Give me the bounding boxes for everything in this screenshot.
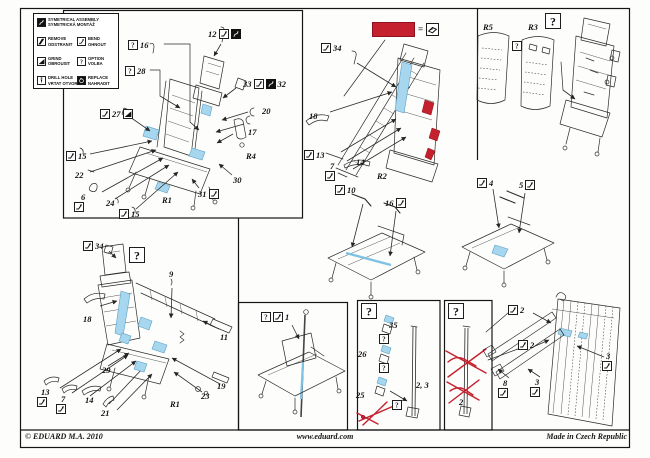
part-callout [201, 392, 210, 401]
part-number: 10 [347, 184, 356, 195]
svg-text:?: ? [382, 365, 386, 372]
part-callout [606, 352, 610, 361]
part-callout [448, 303, 464, 319]
legend-label-en: REPLACE [88, 75, 109, 81]
legend-label-en: SYMETRICAL ASSEMBLY [48, 17, 100, 22]
grind-icon [37, 57, 46, 66]
part-callout [119, 209, 140, 219]
part-callout [389, 321, 398, 330]
part-number: 4 [489, 177, 494, 188]
bend-icon [602, 361, 612, 371]
part-callout [56, 404, 66, 414]
part-callout [261, 312, 289, 322]
option-icon [379, 334, 389, 344]
part-callout [508, 305, 524, 315]
part-number: 35 [389, 320, 398, 330]
option-icon [128, 40, 138, 50]
svg-text:?: ? [366, 304, 372, 318]
part-callout [66, 151, 87, 161]
legend-label-cz: OBROUSIT [48, 61, 71, 67]
part-callout [512, 41, 522, 51]
bend-icon [335, 185, 345, 195]
legend-label-en: BEND [88, 36, 100, 42]
part-callout [100, 109, 133, 119]
part-callout [37, 397, 47, 407]
part-number: 32 [277, 78, 286, 89]
svg-text:?: ? [134, 248, 140, 262]
part-number: 16 [140, 39, 149, 50]
footer-website: www.eduard.com [296, 432, 354, 441]
bend-icon [477, 178, 487, 188]
part-number: R4 [246, 151, 256, 161]
legend-label-en: GRIND [48, 55, 62, 61]
bend-icon [83, 241, 93, 251]
part-number: R1 [162, 195, 172, 205]
option-icon [125, 66, 135, 76]
part-number: 7 [330, 161, 335, 171]
legend-label-en: REMOVE [48, 36, 67, 42]
part-number: 34 [95, 240, 104, 251]
part-callout [530, 387, 540, 397]
svg-text:?: ? [264, 314, 268, 321]
part-callout [129, 247, 145, 263]
option-icon [379, 363, 389, 373]
option-icon [361, 303, 377, 319]
part-number: 19 [217, 381, 226, 391]
part-number: 16 [385, 197, 394, 208]
part-number: 8 [503, 378, 508, 388]
footer-copyright: © EDUARD M.A. 2010 [25, 432, 103, 441]
part-callout [83, 315, 92, 324]
part-callout [602, 361, 612, 371]
part-callout [385, 198, 406, 208]
part-callout [361, 303, 377, 319]
part-callout [125, 66, 146, 76]
option-icon [448, 303, 464, 319]
part-callout [519, 180, 535, 190]
part-number: 17 [248, 127, 257, 137]
part-callout [545, 13, 561, 29]
bend-icon [396, 198, 406, 208]
bend-icon [74, 202, 84, 212]
part-number: 13 [316, 149, 325, 160]
part-callout [330, 162, 334, 171]
part-callout [83, 241, 104, 251]
svg-text:?: ? [395, 402, 399, 409]
legend-box [33, 13, 119, 89]
part-callout [503, 379, 507, 388]
bend-icon [325, 171, 335, 181]
part-number: 23 [201, 391, 210, 401]
part-callout [416, 381, 429, 390]
part-number: 25 [356, 390, 365, 400]
pe-part-icon [426, 23, 439, 36]
pe-color-legend [372, 22, 439, 37]
legend-label-cz: VOLBA [88, 61, 103, 67]
part-number: 11 [220, 332, 229, 342]
part-callout [220, 333, 228, 342]
svg-text:?: ? [550, 14, 556, 28]
part-callout [459, 398, 463, 407]
svg-text:?: ? [382, 336, 386, 343]
part-number: R1 [170, 399, 180, 409]
part-number: 30 [233, 175, 242, 185]
part-callout [101, 409, 110, 418]
part-number: 18 [309, 111, 318, 121]
part-number: 5 [519, 179, 524, 190]
option-icon [392, 400, 402, 410]
part-number: 18 [83, 314, 92, 324]
legend-label-en: DRILL HOLE [48, 75, 74, 81]
option-icon [129, 247, 145, 263]
part-callout [309, 112, 318, 121]
svg-text:?: ? [128, 68, 132, 75]
legend-item [37, 75, 78, 86]
symmetry-icon [37, 18, 46, 27]
part-number: 2 [459, 397, 464, 407]
part-callout [170, 400, 180, 409]
part-callout [358, 350, 367, 359]
bend-icon [321, 43, 331, 53]
red-part-swatch [372, 22, 415, 37]
legend-label-cz: OHNOUT [88, 41, 107, 47]
part-callout [162, 196, 172, 205]
bend-icon [530, 387, 540, 397]
bend-icon [304, 150, 314, 160]
legend-item [37, 17, 115, 28]
part-number: 31 [198, 188, 207, 199]
part-callout [535, 378, 539, 387]
part-number: 20 [262, 106, 271, 116]
bend-icon [498, 388, 508, 398]
drill-icon [37, 76, 46, 85]
bend-icon [119, 209, 129, 219]
part-callout [128, 40, 149, 50]
part-number: 2 [520, 304, 525, 315]
part-callout [377, 172, 387, 181]
part-callout [41, 388, 50, 397]
part-callout [379, 334, 389, 344]
part-callout [85, 396, 94, 405]
part-number: R3 [528, 22, 538, 32]
part-number: 7 [61, 394, 66, 404]
legend-item [77, 36, 115, 47]
part-callout [262, 107, 271, 116]
bend-icon [56, 404, 66, 414]
bend-icon [508, 305, 518, 315]
bend-icon [525, 180, 535, 190]
part-number: 27 [112, 108, 121, 119]
part-number: 12 [208, 28, 217, 39]
part-callout [75, 171, 84, 180]
part-callout [248, 128, 257, 137]
part-callout [246, 152, 256, 161]
legend-label-cz: ODSTRANIT [48, 41, 73, 47]
part-number: 3 [606, 351, 611, 361]
part-callout [243, 79, 286, 89]
option-icon [545, 13, 561, 29]
part-number: 15 [78, 150, 87, 161]
legend-item [37, 36, 75, 47]
bend-icon [209, 189, 219, 199]
part-callout [233, 176, 242, 185]
grind-icon [123, 109, 133, 119]
symmetry-icon [266, 79, 276, 89]
bend-icon [100, 109, 110, 119]
part-number: 2 [530, 339, 535, 350]
legend-label-cz: VRTAT OTVOR [48, 80, 78, 86]
bend-icon [273, 312, 283, 322]
part-number: 26 [358, 349, 367, 359]
part-callout [356, 158, 365, 167]
part-number: 28 [137, 65, 146, 76]
bend-icon [518, 340, 528, 350]
part-number: R2 [377, 171, 387, 181]
part-callout [392, 400, 402, 410]
part-callout [335, 185, 356, 195]
part-callout [356, 391, 365, 400]
legend-label-en: OPTION [88, 55, 105, 61]
part-number: R5 [483, 22, 493, 32]
part-number: 15 [131, 208, 140, 219]
part-callout [477, 178, 493, 188]
part-number: 29 [102, 365, 111, 375]
part-number: 1 [285, 311, 290, 322]
legend-item [77, 56, 115, 67]
bend-icon [219, 29, 229, 39]
bend-icon [254, 79, 264, 89]
part-callout [217, 382, 226, 391]
bend-icon [66, 151, 76, 161]
symmetry-icon [231, 29, 241, 39]
part-number: 3 [535, 377, 540, 387]
legend-item [77, 75, 115, 86]
part-callout [106, 199, 115, 208]
option-icon [261, 312, 271, 322]
option-icon [77, 57, 86, 66]
legend-label-cz: NAHRADIT [88, 80, 110, 86]
part-number: 21 [101, 408, 110, 418]
part-number: 9 [169, 269, 174, 279]
part-number: 6 [81, 192, 86, 202]
part-callout [528, 23, 538, 32]
svg-text:?: ? [453, 304, 459, 318]
svg-text:?: ? [131, 42, 135, 49]
part-callout [321, 43, 342, 53]
part-callout [325, 171, 335, 181]
option-icon [512, 41, 522, 51]
legend-label-cz: SYMETRICKÁ MONTÁŽ [48, 22, 95, 28]
part-number: 13 [41, 387, 50, 397]
bend-icon [37, 397, 47, 407]
part-callout [379, 363, 389, 373]
part-callout [518, 340, 534, 350]
svg-text:?: ? [515, 43, 519, 50]
part-number: 24 [106, 198, 115, 208]
part-number: 14 [85, 395, 94, 405]
part-callout [483, 23, 493, 32]
part-callout [61, 395, 65, 404]
part-number: 22 [75, 170, 84, 180]
part-callout [102, 366, 111, 375]
legend-item [37, 56, 75, 67]
footer-origin: Made in Czech Republic [546, 432, 627, 441]
part-callout [169, 270, 173, 279]
part-number: 34 [333, 42, 342, 53]
part-callout [81, 193, 85, 202]
part-number: 14 [356, 157, 365, 167]
replace-icon [77, 76, 86, 85]
remove-icon [37, 37, 46, 46]
part-callout [208, 29, 241, 39]
bend-icon [77, 37, 86, 46]
part-callout [74, 202, 84, 212]
part-number: 2, 3 [416, 380, 429, 390]
part-callout [498, 388, 508, 398]
equals-sign: = [418, 24, 424, 34]
part-callout [198, 189, 219, 199]
part-number: 33 [243, 78, 252, 89]
svg-text:?: ? [80, 59, 83, 65]
part-callout [304, 150, 325, 160]
